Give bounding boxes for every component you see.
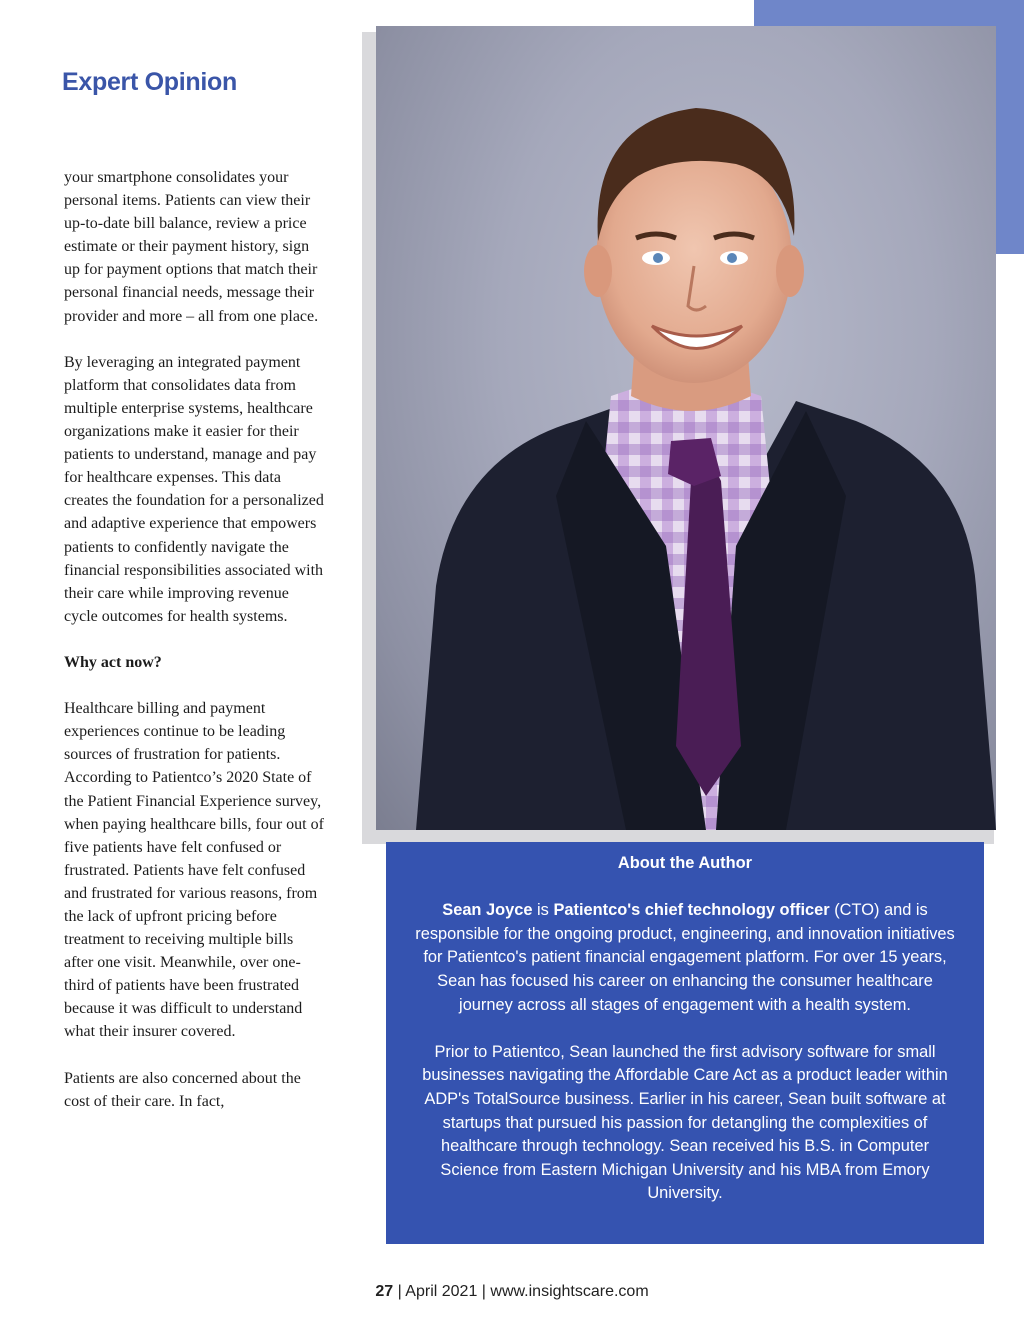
article-subheading: Why act now? bbox=[64, 653, 162, 671]
section-title: Expert Opinion bbox=[62, 68, 237, 96]
accent-bar-top bbox=[754, 0, 1024, 26]
author-portrait-illustration bbox=[376, 26, 996, 830]
page-number: 27 bbox=[375, 1283, 394, 1300]
article-paragraph: Patients are also concerned about the cost of their care. In fact, bbox=[64, 1069, 301, 1110]
article-paragraph: Healthcare billing and payment experiences continue to be leading sources of frustration for patients. According to Patientco’s 2020 State of the Patient Financial Experience survey, when paying healthcare bills, four out of five patients have felt confused or frustrated. Patients have felt confused and frustrated for various reasons, from the lack of upfront pricing before treatment to receiving multiple bills after one visit. Meanwhile, over one-third of patients have been frustrated because it was difficult to understand what their insurer covered. bbox=[64, 700, 324, 1041]
page-footer bbox=[0, 1283, 1024, 1301]
author-bio-connector: is bbox=[532, 901, 554, 920]
author-bio-text: (CTO) and is responsible for the ongoing product, engineering, and innovation initiatives for Patientco's patient financial engagement platform. For over 15 years, Sean has focused his career on enhancing the consumer healthcare journey across all stages of engagement with a health system. bbox=[415, 901, 955, 1014]
author-photo bbox=[376, 26, 996, 830]
footer-info: | April 2021 | www.insightscare.com bbox=[393, 1283, 649, 1300]
author-bio-paragraph: Prior to Patientco, Sean launched the first advisory software for small businesses navigating the Affordable Care Act as a product leader within ADP's TotalSource business. Earlier in his career, Sean built software at startups that pursued his passion for detangling the complexities of healthcare through technology. Sean received his B.S. in Computer Science from Eastern Michigan University and his MBA from Emory University. bbox=[422, 1042, 948, 1203]
about-author-box bbox=[386, 842, 984, 1244]
author-name: Sean Joyce bbox=[442, 901, 533, 920]
article-paragraph: By leveraging an integrated payment platform that consolidates data from multiple enterprise systems, healthcare organizations make it easier for their patients to understand, manage and pay for healthcare expenses. This data creates the foundation for a personalized and adaptive experience that empowers patients to confidently navigate the financial responsibilities associated with their care while improving revenue cycle outcomes for health systems. bbox=[64, 353, 324, 625]
accent-bar-side bbox=[996, 26, 1024, 254]
about-author-title: About the Author bbox=[617, 854, 753, 872]
article-paragraph: your smartphone consolidates your personal items. Patients can view their up-to-date bill balance, review a price estimate or their payment history, sign up for payment options that match their personal financial needs, message their provider and more – all from one place. bbox=[64, 169, 319, 325]
article-column bbox=[64, 166, 326, 1136]
author-bio-paragraph bbox=[412, 899, 958, 1017]
author-role: Patientco's chief technology officer bbox=[553, 901, 830, 920]
